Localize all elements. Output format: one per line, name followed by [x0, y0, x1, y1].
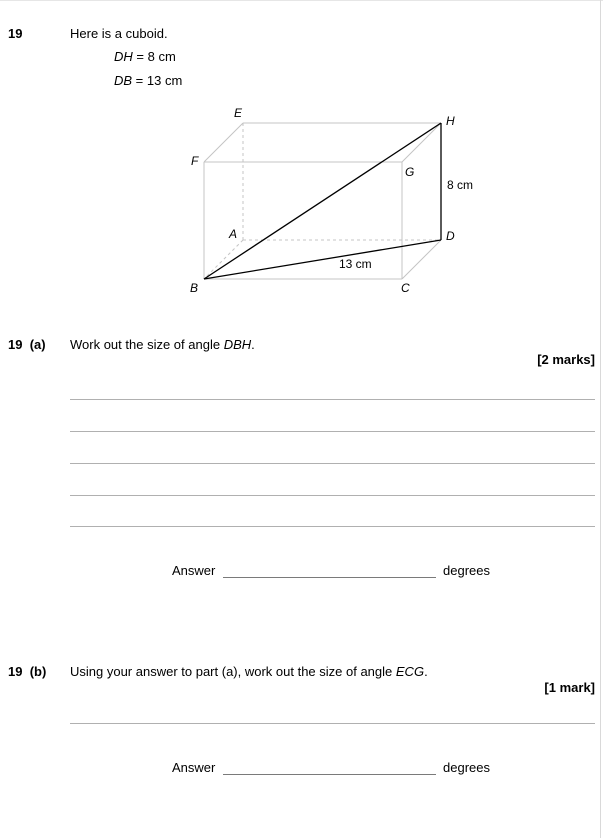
part-a-answer-field[interactable] [223, 577, 436, 578]
dimension-label-db: 13 cm [339, 257, 372, 271]
given-dh-var: DH [114, 49, 133, 64]
given-db-var: DB [114, 73, 133, 88]
vertex-label-c: C [401, 281, 410, 295]
part-b-question-text: Using your answer to part (a), work out the size of angle [70, 664, 396, 679]
working-line-4[interactable] [70, 495, 595, 496]
part-a-number [8, 337, 46, 352]
vertex-label-a: A [229, 227, 238, 241]
part-b-question-end: . [424, 664, 428, 679]
vertex-label-f: F [191, 154, 199, 168]
part-b-marks: [1 mark] [544, 680, 595, 695]
question-intro: Here is a cuboid. [70, 26, 168, 41]
part-b-number [8, 664, 46, 679]
vertex-label-d: D [446, 229, 455, 243]
part-a-label: (a) [29, 337, 46, 352]
part-b-label: (b) [29, 664, 47, 679]
part-b-question [70, 664, 428, 679]
question-number: 19 [8, 26, 23, 41]
part-a-qnum: 19 [8, 337, 23, 352]
edge-fe [204, 123, 243, 162]
part-a-question [70, 337, 255, 352]
vertex-label-g: G [405, 165, 415, 179]
working-line-1[interactable] [70, 399, 595, 400]
edge-bd [204, 240, 441, 279]
working-line-5[interactable] [70, 526, 595, 527]
working-line-3[interactable] [70, 463, 595, 464]
cuboid-diagram [0, 0, 603, 320]
part-b-answer-field[interactable] [223, 774, 436, 775]
vertex-label-b: B [190, 281, 199, 295]
working-line-6[interactable] [70, 723, 595, 724]
part-b-qnum: 19 [8, 664, 23, 679]
part-a-marks: [2 marks] [537, 352, 595, 367]
part-b-question-angle: ECG [395, 664, 425, 679]
part-a-question-text: Work out the size of angle [70, 337, 224, 352]
part-b-answer-label: Answer [172, 760, 216, 775]
part-a-answer-unit: degrees [443, 563, 490, 578]
part-b-answer-unit: degrees [443, 760, 490, 775]
part-a-answer-label: Answer [172, 563, 216, 578]
dimension-label-dh: 8 cm [447, 178, 474, 192]
part-a-question-end: . [251, 337, 255, 352]
vertex-label-h: H [446, 114, 455, 128]
vertex-label-e: E [234, 106, 243, 120]
given-dh-value: = 8 cm [132, 49, 176, 64]
given-db-value: = 13 cm [132, 73, 183, 88]
part-a-question-angle: DBH [223, 337, 252, 352]
edge-gh [402, 123, 441, 162]
working-line-2[interactable] [70, 431, 595, 432]
edge-bh [204, 123, 441, 279]
